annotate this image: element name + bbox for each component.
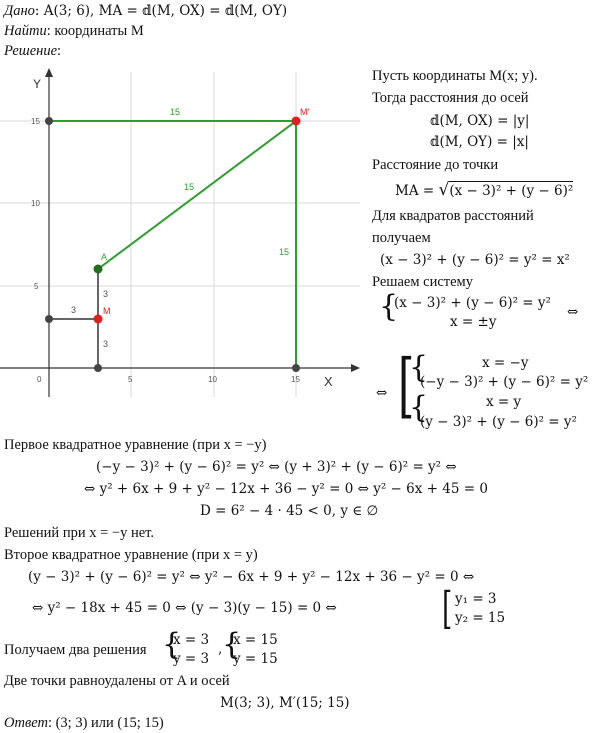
body-line-7: (y − 3)² + (y − 6)² = y² ⇔ y² − 6x + 9 + y² − 12x + 36 − y² = 0 ⇔ [28, 569, 475, 585]
given-label: Дано [4, 3, 35, 19]
point-A [94, 265, 103, 274]
sqrt-radicand: (x − 3)² + (y − 6)² [449, 183, 574, 199]
solution-2-y: y = 15 [233, 651, 278, 667]
system-eq-2: x = ±y [450, 314, 497, 330]
right-line-5: Расстояние до точки [372, 157, 499, 173]
body-line-11: M(3; 3), M′(15; 15) [220, 695, 350, 711]
system-eq-1: (x − 3)² + (y − 6)² = y² [394, 295, 551, 311]
big-system-arrow: ⇔ [376, 385, 388, 401]
seg-top-label: 15 [170, 107, 181, 117]
right-line-9: (x − 3)² + (y − 6)² = y² = x² [380, 252, 570, 268]
right-line-3: 𝕕(M, OX) = |y| [430, 113, 530, 129]
right-line-7: Для квадратов расстояний [372, 208, 534, 224]
label-M-prime: M' [300, 107, 310, 117]
body-line-4: D = 6² − 4 · 45 < 0, y ∈ ∅ [200, 503, 379, 519]
answer-label: Ответ [4, 715, 48, 731]
system-arrow: ⇔ [567, 304, 579, 320]
point-y3 [45, 315, 53, 323]
given-line [4, 2, 287, 20]
body-line-1: Первое квадратное уравнение (при x = −y) [4, 437, 267, 453]
sub-brace-1: { [409, 350, 429, 385]
right-line-6 [395, 181, 573, 200]
solution-1-x: x = 3 [173, 632, 210, 648]
y-axis-label: Y [33, 77, 42, 91]
tick-y-10: 10 [31, 199, 40, 208]
solution-colon: : [57, 43, 62, 59]
sqrt-sign: √ [438, 180, 450, 200]
tick-x-0: 0 [37, 375, 42, 384]
body-line-5: Решений при x = −y нет. [4, 525, 155, 541]
bracket-eq-3: x = y [486, 394, 522, 410]
given-expr: : A(3; 6), MA = 𝕕(M, OX) = 𝕕(M, OY) [34, 3, 288, 19]
body-line-3: ⇔ y² + 6x + 9 + y² − 12x + 36 − y² = 0 ⇔ y² − 6x + 45 = 0 [84, 481, 488, 497]
seg-diag-label: 15 [184, 182, 195, 192]
point-M [94, 315, 103, 324]
tick-y-15: 15 [31, 117, 40, 126]
tick-x-5: 5 [128, 375, 133, 384]
tick-y-5: 5 [34, 282, 39, 291]
label-M: M [103, 306, 111, 316]
roots-bracket: [ [442, 583, 453, 634]
bracket-eq-1: x = −y [482, 355, 529, 371]
bracket-eq-4: (y − 3)² + (y − 6)² = y² [420, 414, 577, 430]
find-label: Найти [4, 23, 47, 39]
answer-text: : (3; 3) или (15; 15) [47, 715, 164, 731]
square-bracket: [ [398, 344, 415, 426]
right-line-2: Тогда расстояния до осей [372, 90, 529, 106]
ma-lhs: MA = [395, 183, 439, 199]
sub-brace-2: { [409, 390, 429, 425]
seg-right-label: 15 [279, 247, 290, 257]
tick-x-15: 15 [291, 375, 300, 384]
right-line-10: Решаем систему [372, 274, 473, 290]
body-line-9: Получаем два решения [4, 642, 147, 658]
solution-2-x: x = 15 [233, 632, 278, 648]
solution-label: Решение [4, 43, 58, 59]
answer-line [4, 714, 164, 732]
find-text: : координаты M [46, 23, 144, 39]
point-M-prime [292, 117, 301, 126]
right-line-1: Пусть координаты M(x; y). [372, 68, 538, 84]
coordinate-graph [0, 62, 362, 400]
body-line-6: Второе квадратное уравнение (при x = y) [4, 547, 258, 563]
point-origin-x15 [292, 364, 300, 372]
solution-1-y: y = 3 [173, 651, 210, 667]
label-A: A [101, 252, 108, 262]
solution-comma: , [218, 641, 223, 657]
seg-upper-label: 3 [103, 289, 109, 299]
point-x3 [94, 364, 102, 372]
y-axis-arrow [45, 68, 53, 77]
root-2: y₂ = 15 [455, 610, 506, 626]
x-axis-arrow [351, 364, 360, 372]
body-line-2: (−y − 3)² + (y − 6)² = y² ⇔ (y + 3)² + (y − 6)² = y² ⇔ [96, 459, 457, 475]
body-line-10: Две точки равноудалены от A и осей [4, 673, 230, 689]
point-y15 [45, 117, 53, 125]
solution-brace-2: { [222, 627, 242, 662]
seg-left-label: 3 [71, 305, 77, 315]
body-line-8: ⇔ y² − 18x + 45 = 0 ⇔ (y − 3)(y − 15) = 0 ⇔ [32, 600, 337, 616]
solution-brace-1: { [162, 627, 182, 662]
right-line-8: получаем [372, 230, 431, 246]
right-line-4: 𝕕(M, OY) = |x| [430, 134, 529, 150]
solution-line [4, 42, 61, 60]
x-axis-label: X [324, 374, 333, 389]
tick-x-10: 10 [208, 375, 217, 384]
system-brace: { [379, 289, 399, 324]
bracket-eq-2: (−y − 3)² + (y − 6)² = y² [420, 374, 589, 390]
segment-diagonal [98, 121, 296, 269]
seg-lower-label: 3 [103, 339, 109, 349]
root-1: y₁ = 3 [455, 591, 497, 607]
find-line [4, 22, 144, 40]
